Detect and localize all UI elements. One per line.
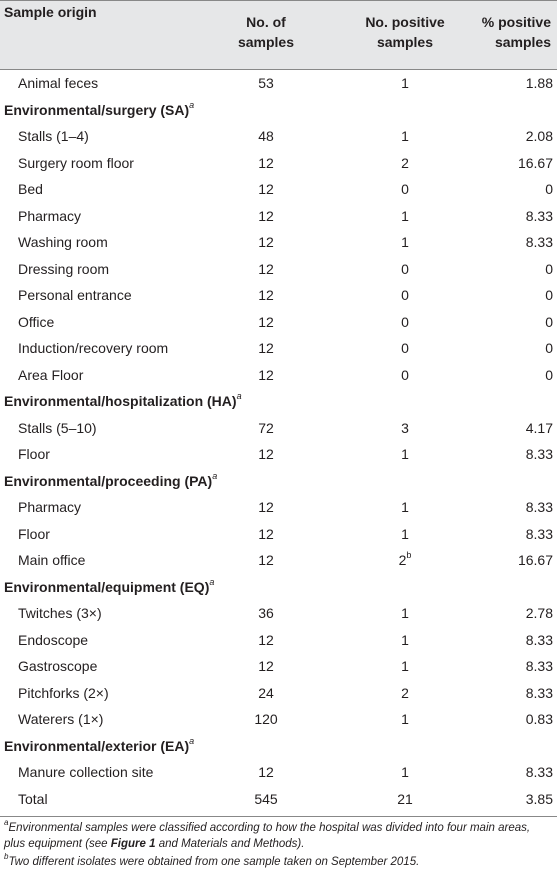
cell-no-of-samples: [226, 362, 306, 389]
cell-no-of-samples-text: 12: [258, 181, 274, 197]
cell-no-positive: [340, 706, 470, 733]
cell-no-positive-text: 1: [401, 711, 409, 727]
table-row: [0, 123, 557, 150]
cell-percent-positive-text: 4.17: [525, 419, 553, 436]
cell-percent-positive: [493, 256, 553, 283]
cell-percent-positive: [493, 759, 553, 786]
cell-sample-origin-text: Office: [18, 313, 55, 330]
cell-no-of-samples: [226, 521, 306, 548]
cell-sample-origin-text: Twitches (3×): [18, 605, 102, 621]
cell-no-of-samples: [226, 335, 306, 362]
cell-no-positive-text: 1: [401, 234, 409, 250]
cell-sample-origin-text: Induction/recovery room: [18, 340, 169, 356]
cell-sample-origin-text: Area Floor: [18, 366, 84, 383]
cell-no-positive: [340, 203, 470, 230]
cell-no-of-samples-text: 48: [258, 128, 274, 144]
table-header: [0, 0, 557, 70]
cell-no-of-samples: [226, 176, 306, 203]
section-title: [4, 388, 242, 415]
cell-percent-positive: [493, 547, 553, 574]
cell-no-positive: [340, 176, 470, 203]
table-row: [0, 256, 557, 283]
cell-sample-origin: [18, 759, 153, 786]
cell-sample-origin: [18, 680, 109, 707]
cell-sample-origin-text: Main office: [18, 552, 86, 568]
section-title-text: Environmental/hospitalization (HA): [4, 393, 237, 409]
cell-percent-positive-text: 2.08: [525, 128, 553, 144]
header-percent-positive-line2: samples: [494, 34, 551, 50]
table-row: [0, 547, 557, 574]
cell-no-positive: [340, 309, 470, 336]
cell-no-positive-text: 0: [401, 287, 409, 303]
cell-no-of-samples-text: 24: [258, 684, 274, 701]
header-sample-origin: Sample origin: [4, 4, 97, 20]
table-bottom-rule: [0, 816, 557, 817]
cell-no-of-samples: [226, 786, 306, 813]
footnote-b: [4, 854, 554, 870]
cell-no-positive-text: 1: [401, 446, 409, 462]
cell-percent-positive: [493, 653, 553, 680]
cell-sample-origin-text: Endoscope: [18, 631, 89, 648]
footnote-a-figure-ref: Figure 1: [110, 838, 156, 850]
cell-no-of-samples-text: 12: [258, 446, 274, 462]
cell-sample-origin: [18, 176, 43, 203]
cell-sample-origin: [18, 441, 50, 468]
cell-percent-positive-text: 0: [545, 181, 553, 197]
cell-percent-positive: [493, 600, 553, 627]
cell-percent-positive-text: 8.33: [525, 631, 553, 648]
cell-percent-positive-text: 8.33: [525, 658, 553, 674]
cell-percent-positive: [493, 521, 553, 548]
cell-percent-positive-text: 0: [545, 260, 553, 277]
cell-no-positive-text: 21: [397, 790, 413, 807]
cell-percent-positive-text: 8.33: [525, 234, 553, 250]
cell-sample-origin-text: Waterers (1×): [18, 711, 104, 727]
cell-percent-positive: [493, 627, 553, 654]
cell-percent-positive: [493, 309, 553, 336]
cell-percent-positive-text: 2.78: [525, 605, 553, 621]
cell-no-positive-text: 1: [401, 499, 409, 515]
cell-no-of-samples-text: 12: [258, 260, 274, 277]
cell-no-of-samples: [226, 150, 306, 177]
cell-no-of-samples-text: 545: [254, 790, 278, 807]
header-percent-positive-line1: % positive: [481, 14, 551, 30]
cell-percent-positive: [493, 70, 553, 97]
cell-no-positive: [340, 150, 470, 177]
cell-sample-origin: [18, 335, 168, 362]
footnote-a-mark: a: [4, 818, 9, 828]
cell-no-of-samples-text: 12: [258, 154, 274, 171]
cell-sample-origin: [18, 282, 132, 309]
section-title: [4, 97, 194, 124]
cell-percent-positive: [493, 706, 553, 733]
header-no-of-samples-line2: samples: [237, 34, 295, 50]
table-row: [0, 653, 557, 680]
cell-sample-origin-text: Total: [18, 790, 48, 807]
cell-sample-origin-text: Bed: [18, 181, 43, 197]
cell-sample-origin: [18, 256, 109, 283]
cell-no-positive: [340, 256, 470, 283]
table-row: [0, 706, 557, 733]
cell-no-of-samples-text: 12: [258, 499, 274, 515]
cell-percent-positive: [493, 441, 553, 468]
cell-sample-origin-text: Floor: [18, 446, 50, 462]
section-title: [4, 733, 194, 760]
table-row: [0, 415, 557, 442]
section-footnote-mark: a: [236, 391, 242, 402]
cell-no-positive: [340, 441, 470, 468]
header-percent-positive: [482, 12, 551, 52]
section-title-text: Environmental/surgery (SA): [4, 101, 190, 118]
cell-no-positive-text: 1: [401, 764, 409, 780]
section-row: [0, 574, 557, 601]
cell-no-of-samples: [226, 547, 306, 574]
cell-no-positive: [340, 680, 470, 707]
section-title-text: Environmental/equipment (EQ): [4, 578, 210, 595]
cell-no-of-samples-text: 12: [258, 631, 274, 648]
table-row: [0, 441, 557, 468]
cell-sample-origin: [18, 653, 97, 680]
cell-percent-positive-text: 8.33: [525, 525, 553, 542]
cell-footnote-mark: b: [406, 550, 412, 561]
cell-sample-origin: [18, 786, 48, 813]
cell-no-of-samples-text: 72: [258, 419, 274, 436]
cell-no-of-samples-text: 12: [258, 340, 274, 356]
cell-percent-positive-text: 16.67: [517, 154, 553, 171]
cell-sample-origin-text: Floor: [18, 525, 50, 542]
cell-percent-positive: [493, 494, 553, 521]
cell-no-of-samples-text: 12: [258, 366, 274, 383]
table-row: [0, 494, 557, 521]
cell-no-positive-text: 0: [401, 366, 409, 383]
section-footnote-mark: a: [189, 735, 195, 746]
cell-sample-origin-text: Pitchforks (2×): [18, 684, 109, 701]
cell-sample-origin: [18, 494, 81, 521]
cell-percent-positive: [493, 229, 553, 256]
header-no-of-samples-line1: No. of: [246, 14, 286, 30]
cell-no-of-samples-text: 36: [258, 605, 274, 621]
cell-no-positive: [340, 600, 470, 627]
cell-no-positive-text: 0: [401, 260, 409, 277]
cell-percent-positive-text: 8.33: [525, 684, 553, 701]
cell-no-positive-text: 1: [401, 525, 409, 542]
cell-sample-origin: [18, 203, 81, 230]
header-no-positive-samples: [340, 12, 470, 52]
footnote-a: [4, 820, 554, 852]
table-row: [0, 335, 557, 362]
footnote-b-mark: b: [4, 852, 9, 862]
cell-percent-positive: [493, 176, 553, 203]
cell-no-of-samples-text: 12: [258, 207, 274, 224]
cell-sample-origin: [18, 706, 103, 733]
cell-no-positive: [340, 547, 470, 574]
table-row: [0, 176, 557, 203]
cell-no-positive-text: 1: [401, 207, 409, 224]
cell-percent-positive: [493, 150, 553, 177]
cell-percent-positive-text: 1.88: [525, 75, 553, 91]
cell-no-positive: [340, 362, 470, 389]
section-title-text: Environmental/exterior (EA): [4, 737, 190, 754]
cell-sample-origin-text: Stalls (5–10): [18, 419, 97, 436]
cell-no-of-samples-text: 12: [258, 552, 274, 568]
cell-sample-origin: [18, 415, 97, 442]
cell-no-of-samples: [226, 680, 306, 707]
cell-no-of-samples-text: 12: [258, 313, 274, 330]
cell-no-positive-text: 3: [401, 419, 409, 436]
cell-no-positive-text: 1: [401, 605, 409, 621]
cell-percent-positive-text: 0: [545, 340, 553, 356]
table-row: [0, 229, 557, 256]
cell-no-positive-text: 1: [401, 658, 409, 674]
cell-percent-positive-text: 16.67: [517, 552, 553, 568]
cell-percent-positive-text: 0: [545, 313, 553, 330]
section-title-text: Environmental/proceeding (PA): [4, 472, 213, 489]
section-title: [4, 574, 214, 601]
cell-sample-origin: [18, 627, 88, 654]
cell-percent-positive: [493, 786, 553, 813]
cell-no-positive: [340, 335, 470, 362]
table-row: [0, 282, 557, 309]
cell-percent-positive: [493, 203, 553, 230]
cell-sample-origin: [18, 521, 50, 548]
cell-no-of-samples: [226, 415, 306, 442]
cell-no-positive-text: 2: [401, 154, 409, 171]
cell-no-of-samples: [226, 282, 306, 309]
cell-no-of-samples: [226, 229, 306, 256]
cell-no-positive-text: 2: [398, 552, 407, 568]
cell-no-positive-text: 0: [401, 181, 409, 197]
cell-no-positive: [340, 70, 470, 97]
cell-sample-origin: [18, 229, 108, 256]
cell-percent-positive: [493, 335, 553, 362]
cell-no-positive: [340, 123, 470, 150]
section-footnote-mark: a: [189, 99, 195, 110]
cell-no-of-samples: [226, 600, 306, 627]
section-row: [0, 97, 557, 124]
table-row: [0, 627, 557, 654]
cell-no-positive: [340, 521, 470, 548]
cell-no-of-samples-text: 12: [258, 234, 274, 250]
section-title: [4, 468, 217, 495]
cell-percent-positive-text: 8.33: [525, 499, 553, 515]
table-row: [0, 521, 557, 548]
footnote-b-text: Two different isolates were obtained from one sample taken on September 2015.: [8, 856, 420, 868]
cell-sample-origin: [18, 150, 134, 177]
cell-no-of-samples-text: 12: [258, 525, 274, 542]
cell-no-of-samples: [226, 123, 306, 150]
header-no-positive-line2: samples: [376, 34, 434, 50]
section-row: [0, 468, 557, 495]
cell-no-of-samples: [226, 759, 306, 786]
cell-no-of-samples: [226, 203, 306, 230]
cell-no-of-samples-text: 12: [258, 658, 274, 674]
cell-no-positive: [340, 229, 470, 256]
cell-sample-origin-text: Animal feces: [18, 75, 99, 91]
cell-no-of-samples: [226, 256, 306, 283]
section-footnote-mark: a: [212, 470, 218, 481]
cell-sample-origin: [18, 362, 83, 389]
table-row: [0, 309, 557, 336]
cell-no-positive: [340, 759, 470, 786]
cell-sample-origin-text: Pharmacy: [18, 499, 82, 515]
cell-no-positive-text: 0: [401, 340, 409, 356]
table-row: [0, 759, 557, 786]
cell-no-of-samples: [226, 494, 306, 521]
header-no-positive-line1: No. positive: [365, 14, 445, 30]
cell-no-positive-text: 1: [401, 75, 409, 91]
cell-no-of-samples: [226, 309, 306, 336]
cell-no-positive-text: 2: [401, 684, 409, 701]
cell-no-of-samples: [226, 653, 306, 680]
table-row: [0, 680, 557, 707]
cell-sample-origin-text: Washing room: [18, 234, 108, 250]
cell-percent-positive-text: 0.83: [525, 711, 553, 727]
cell-percent-positive: [493, 415, 553, 442]
cell-percent-positive-text: 0: [545, 366, 553, 383]
cell-no-of-samples-text: 53: [258, 75, 274, 91]
cell-no-positive: [340, 282, 470, 309]
cell-sample-origin: [18, 600, 102, 627]
section-row: [0, 733, 557, 760]
cell-no-positive: [340, 653, 470, 680]
cell-sample-origin-text: Personal entrance: [18, 287, 132, 303]
table-row: [0, 70, 557, 97]
cell-sample-origin: [18, 309, 54, 336]
cell-no-of-samples-text: 12: [258, 287, 274, 303]
cell-sample-origin: [18, 123, 89, 150]
cell-no-of-samples: [226, 70, 306, 97]
cell-no-of-samples: [226, 706, 306, 733]
table-body: [0, 70, 557, 812]
section-footnote-mark: a: [209, 576, 215, 587]
cell-no-of-samples: [226, 627, 306, 654]
cell-percent-positive: [493, 282, 553, 309]
cell-no-of-samples: [226, 441, 306, 468]
table-row: [0, 150, 557, 177]
cell-sample-origin: [18, 547, 85, 574]
header-no-of-samples: [226, 12, 306, 52]
cell-no-positive-text: 0: [401, 313, 409, 330]
cell-percent-positive: [493, 123, 553, 150]
cell-no-positive: [340, 415, 470, 442]
cell-percent-positive: [493, 680, 553, 707]
cell-no-of-samples-text: 12: [258, 764, 274, 780]
cell-no-positive-text: 1: [401, 128, 409, 144]
cell-sample-origin-text: Manure collection site: [18, 764, 154, 780]
table-row: [0, 786, 557, 813]
cell-percent-positive-text: 3.85: [525, 790, 553, 807]
cell-sample-origin-text: Stalls (1–4): [18, 128, 89, 144]
cell-sample-origin-text: Gastroscope: [18, 658, 98, 674]
cell-sample-origin: [18, 70, 98, 97]
cell-percent-positive-text: 8.33: [525, 764, 553, 780]
table-row: [0, 203, 557, 230]
section-row: [0, 388, 557, 415]
table-row: [0, 600, 557, 627]
cell-no-of-samples-text: 120: [254, 711, 278, 727]
cell-no-positive: [340, 627, 470, 654]
cell-percent-positive-text: 8.33: [525, 207, 553, 224]
cell-percent-positive-text: 0: [545, 287, 553, 303]
cell-sample-origin-text: Surgery room floor: [18, 154, 134, 171]
cell-percent-positive: [493, 362, 553, 389]
cell-no-positive: [340, 786, 470, 813]
cell-sample-origin-text: Pharmacy: [18, 207, 82, 224]
cell-percent-positive-text: 8.33: [525, 446, 553, 462]
cell-sample-origin-text: Dressing room: [18, 260, 110, 277]
footnote-a-text-before: Environmental samples were classified according to how the hospital was divided into four main areas, plus equipment (see: [4, 822, 531, 850]
table-row: [0, 362, 557, 389]
cell-no-positive-text: 1: [401, 631, 409, 648]
cell-no-positive: [340, 494, 470, 521]
footnote-a-text-after: and Materials and Methods).: [155, 838, 305, 850]
